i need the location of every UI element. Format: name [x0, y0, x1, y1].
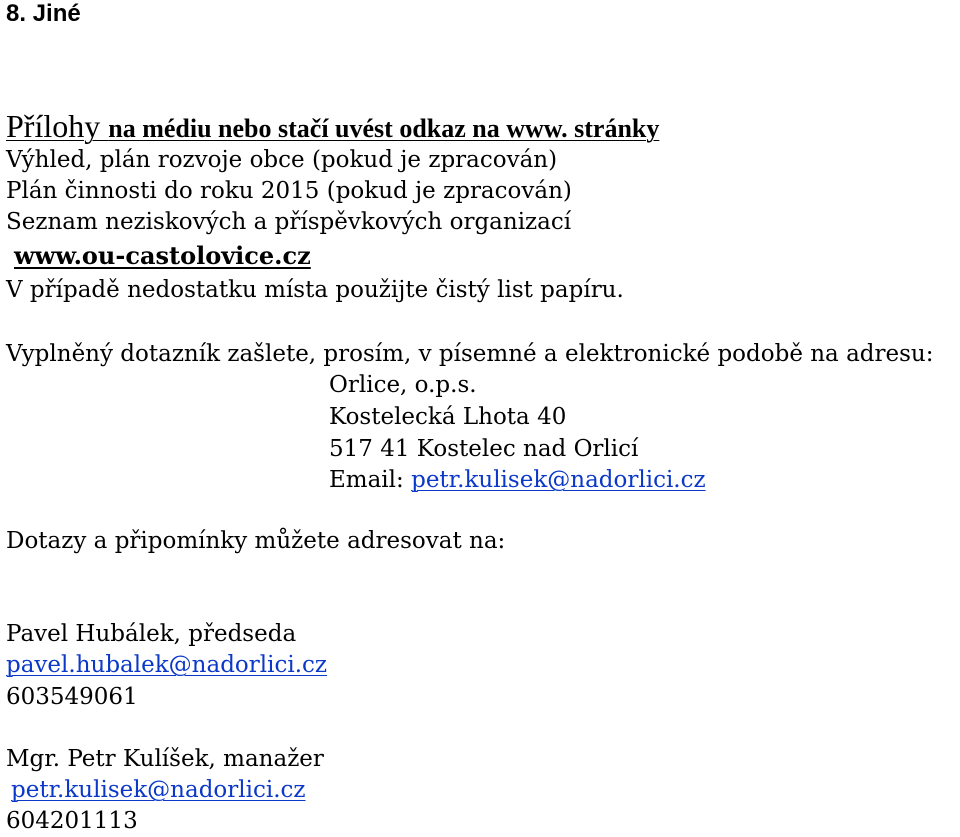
- attachment-item: Plán činnosti do roku 2015 (pokud je zpracován): [6, 178, 572, 204]
- attachment-item: Seznam neziskových a příspěvkových organizací: [6, 209, 572, 235]
- contact-email-link[interactable]: petr.kulisek@nadorlici.cz: [11, 777, 306, 803]
- attachments-title: Přílohy: [6, 108, 109, 144]
- questions-intro: Dotazy a připomínky můžete adresovat na:: [6, 528, 506, 554]
- contact-email-link[interactable]: pavel.hubalek@nadorlici.cz: [6, 652, 328, 678]
- section-heading: 8. Jiné: [6, 0, 81, 27]
- attachments-note: na médiu nebo stačí uvést odkaz na www. stránky: [108, 114, 660, 143]
- submission-email-row: [329, 465, 706, 495]
- contact-email-row: [11, 775, 306, 805]
- address-line: 517 41 Kostelec nad Orlicí: [329, 436, 639, 462]
- attachments-heading: [6, 107, 659, 148]
- email-label: Email:: [329, 467, 412, 493]
- contact-phone: 604201113: [6, 808, 138, 834]
- contact-email-row: [6, 650, 327, 680]
- attachment-item: Výhled, plán rozvoje obce (pokud je zpracován): [6, 147, 558, 173]
- address-line: Orlice, o.p.s.: [329, 372, 477, 398]
- contact-name: Pavel Hubálek, předseda: [6, 621, 297, 647]
- contact-phone: 603549061: [6, 684, 138, 710]
- submission-email-link[interactable]: petr.kulisek@nadorlici.cz: [411, 467, 706, 493]
- contact-name: Mgr. Petr Kulíšek, manažer: [6, 746, 324, 772]
- submission-intro: Vyplněný dotazník zašlete, prosím, v písemné a elektronické podobě na adresu:: [6, 341, 934, 367]
- paper-note: V případě nedostatku místa použijte čistý list papíru.: [6, 277, 624, 303]
- address-line: Kostelecká Lhota 40: [329, 404, 567, 430]
- website-link[interactable]: www.ou-castolovice.cz: [14, 241, 311, 270]
